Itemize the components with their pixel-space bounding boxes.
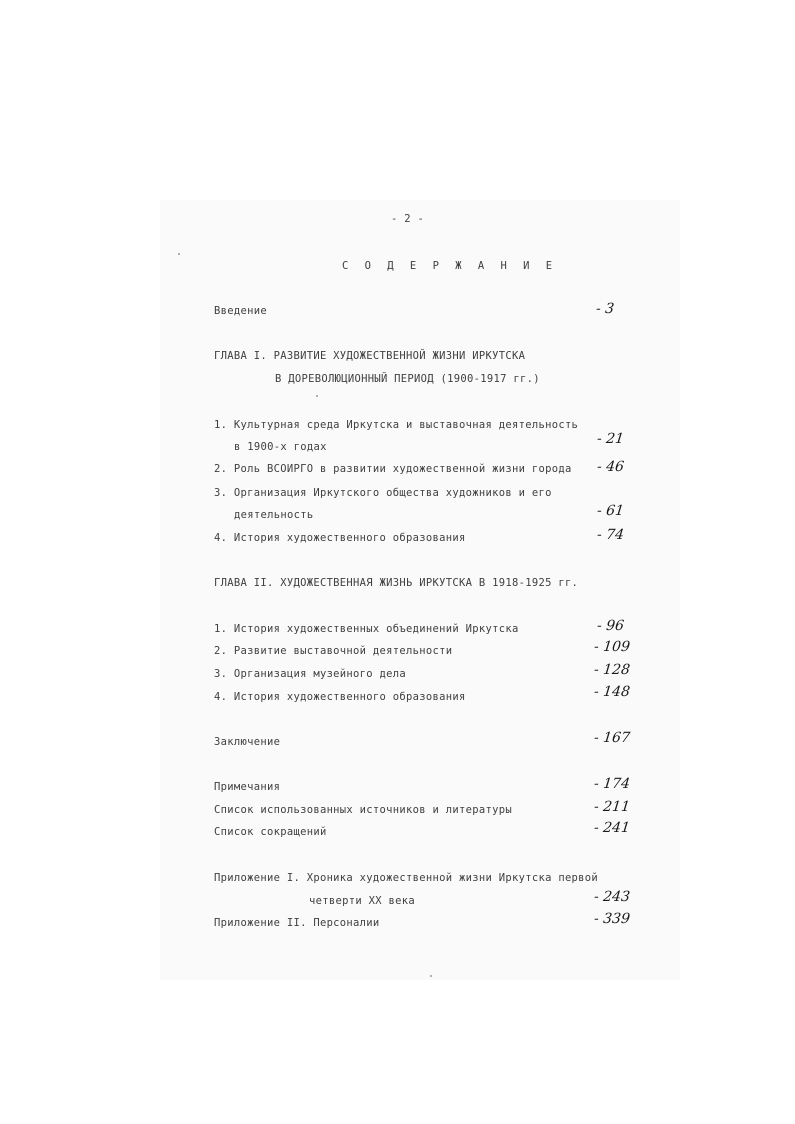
toc-appendix1-line1: Приложение I. Хроника художественной жизни Иркутска первой <box>214 872 599 884</box>
toc-intro-page: - 3 <box>595 301 615 317</box>
chapter2-item3-page: - 128 <box>593 662 631 678</box>
scan-speck <box>430 975 432 977</box>
toc-conclusion-label: Заключение <box>214 736 281 748</box>
scan-speck <box>178 253 180 255</box>
chapter1-heading-line2: В ДОРЕВОЛЮЦИОННЫЙ ПЕРИОД (1900-1917 гг.) <box>275 373 540 385</box>
chapter1-item3-line1: 3. Организация Иркутского общества художников и его <box>214 487 552 499</box>
chapter2-item4-line1: 4. История художественного образования <box>214 691 466 703</box>
chapter1-item1-page: - 21 <box>596 431 625 447</box>
chapter1-item3-page: - 61 <box>596 503 625 519</box>
chapter1-item1-line2: в 1900-х годах <box>234 441 327 453</box>
toc-conclusion-page: - 167 <box>593 730 631 746</box>
chapter1-item4-line1: 4. История художественного образования <box>214 532 466 544</box>
toc-abbreviations-page: - 241 <box>593 820 631 836</box>
toc-notes-page: - 174 <box>593 776 631 792</box>
chapter2-item3-line1: 3. Организация музейного дела <box>214 668 407 680</box>
toc-abbreviations-label: Список сокращений <box>214 826 327 838</box>
toc-appendix2-label: Приложение II. Персоналии <box>214 917 380 929</box>
chapter1-item4-page: - 74 <box>596 527 625 543</box>
chapter2-item1-line1: 1. История художественных объединений Иркутска <box>214 623 519 635</box>
chapter2-item2-line1: 2. Развитие выставочной деятельности <box>214 645 453 657</box>
toc-sources-page: - 211 <box>593 799 631 815</box>
chapter2-item4-page: - 148 <box>593 684 631 700</box>
toc-sources-label: Список использованных источников и литературы <box>214 804 512 816</box>
chapter1-item3-line2: деятельность <box>234 509 314 521</box>
chapter1-item2-page: - 46 <box>596 459 625 475</box>
scan-speck <box>316 395 318 397</box>
chapter1-item2-line1: 2. Роль ВСОИРГО в развитии художественной жизни города <box>214 463 572 475</box>
chapter2-item2-page: - 109 <box>593 639 631 655</box>
chapter1-item1-line1: 1. Культурная среда Иркутска и выставочная деятельность <box>214 419 579 431</box>
chapter2-heading: ГЛАВА II. ХУДОЖЕСТВЕННАЯ ЖИЗНЬ ИРКУТСКА В 1918-1925 гг. <box>214 577 579 589</box>
page-title: С О Д Е Р Ж А Н И Е <box>342 260 558 272</box>
toc-appendix2-page: - 339 <box>593 911 631 927</box>
toc-appendix1-line2: четверти XX века <box>309 895 415 907</box>
page-number: - 2 - <box>391 213 425 225</box>
chapter1-heading-line1: ГЛАВА I. РАЗВИТИЕ ХУДОЖЕСТВЕННОЙ ЖИЗНИ ИРКУТСКА <box>214 350 526 362</box>
toc-intro-label: Введение <box>214 305 267 317</box>
toc-appendix1-page: - 243 <box>593 889 631 905</box>
chapter2-item1-page: - 96 <box>596 618 625 634</box>
toc-notes-label: Примечания <box>214 781 281 793</box>
